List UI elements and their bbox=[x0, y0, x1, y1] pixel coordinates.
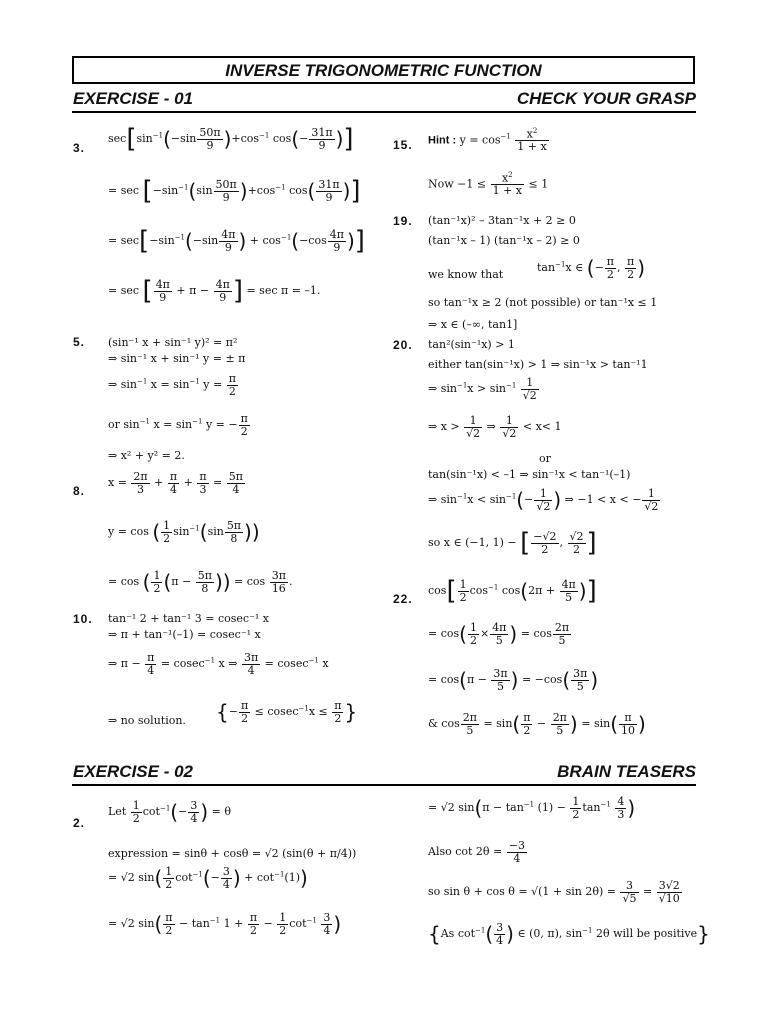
page-title: INVERSE TRIGONOMETRIC FUNCTION bbox=[225, 61, 542, 80]
question-number: 20. bbox=[393, 338, 413, 352]
q3-line-3: = $\sec[-\sin^{-1}(-\sin$ $\frac{4\pi}{9}$ ) + $\cos^{-1}(-\cos$ $\frac{4\pi}{9}$ )] bbox=[108, 226, 365, 256]
q2-line-2: expression = sinθ + cosθ = √2 (sin(θ + π/4)) bbox=[108, 847, 357, 860]
q15-line-1: Hint : $y = \cos^{-1}$ $\frac{x^2}{1 + x}$ bbox=[428, 127, 547, 154]
question-number: 22. bbox=[393, 592, 413, 606]
q19-range: $\tan^{-1}x$ ∈ (− $\frac{\pi}{2}$ , $\frac{\pi}{2}$ ) bbox=[537, 255, 646, 281]
q19-line-1: (tan⁻¹x)² – 3tan⁻¹x + 2 ≥ 0 bbox=[428, 214, 576, 227]
question-number: 3. bbox=[73, 141, 86, 155]
q5-line-4: or $\sin^{-1} x = \sin^{-1} y$ = − $\frac{\pi}{2}$ bbox=[108, 412, 248, 438]
question-number: 5. bbox=[73, 335, 86, 349]
q22-line-4: & cos $\frac{2\pi}{5}$ = sin( $\frac{\pi}{2}$ − $\frac{2\pi}{5}$ ) = sin( $\frac{\pi}{10}$ ) bbox=[428, 711, 646, 737]
q20-line-6: ⇒ $\sin^{-1}x < \sin^{-1}(-$ $\frac{1}{√2}$ ) ⇒ −1 < x < − $\frac{1}{√2}$ bbox=[428, 487, 659, 513]
exercise-01-heading: EXERCISE - 01 bbox=[73, 89, 193, 108]
q2-line-6: Also cot 2θ = $\frac{-3}{4}$ bbox=[428, 839, 525, 865]
q19-line-4: so tan⁻¹x ≥ 2 (not possible) or tan⁻¹x ≤ 1 bbox=[428, 296, 658, 309]
q19-line-2: (tan⁻¹x – 1) (tan⁻¹x – 2) ≥ 0 bbox=[428, 234, 580, 247]
q20-line-4: ⇒ x > $\frac{1}{√2}$ ⇒ $\frac{1}{√2}$ < x< 1 bbox=[428, 414, 562, 440]
question-number: 2. bbox=[73, 816, 86, 830]
q2-line-1: Let $\frac{1}{2}$ $\cot^{-1}(-$ $\frac{3}{4}$ ) = θ bbox=[108, 799, 231, 825]
question-number: 19. bbox=[393, 214, 413, 228]
q5-line-3: ⇒ $\sin^{-1} x = \sin^{-1} y$ = $\frac{\pi}{2}$ bbox=[108, 372, 236, 398]
q20-line-3: ⇒ $\sin^{-1}x > \sin^{-1}$ $\frac{1}{√2}$ bbox=[428, 376, 537, 402]
q2-line-5: = √2 $\sin(\pi - \tan^{-1} (1)$ − $\frac{1}{2}$ $\tan^{-1}$ $\frac{4}{3}$ ) bbox=[428, 795, 636, 821]
q20-line-2: either tan(sin⁻¹x) > 1 ⇒ sin⁻¹x > tan⁻¹1 bbox=[428, 358, 648, 371]
check-your-grasp-heading: CHECK YOUR GRASP bbox=[516, 89, 696, 108]
hint-label: Hint : bbox=[428, 134, 457, 147]
q8-line-1: x = $\frac{2\pi}{3}$ + $\frac{\pi}{4}$ + $\frac{\pi}{3}$ = $\frac{5\pi}{4}$ bbox=[108, 470, 244, 496]
let-label: Let bbox=[108, 805, 127, 819]
q3-line-4: = sec [ $\frac{4\pi}{9}$ + π − $\frac{4\pi}{9}$ ] = sec π = –1. bbox=[108, 276, 321, 306]
q2-line-7: so sin θ + cos θ = √(1 + sin 2θ) = $\frac{3}{√5}$ = $\frac{3√2}{√10}$ bbox=[428, 879, 680, 905]
q19-line-3: we know that bbox=[428, 268, 504, 281]
also-label: Also cot 2θ = bbox=[428, 845, 503, 859]
q8-line-2: y = cos ( $\frac{1}{2}$ $\sin^{-1}(\sin$ $\frac{5\pi}{8}$ )) bbox=[108, 519, 260, 545]
brain-teasers-heading: BRAIN TEASERS bbox=[557, 762, 696, 781]
q20-line-1: tan²(sin⁻¹x) > 1 bbox=[428, 338, 515, 351]
now-label: Now bbox=[428, 177, 454, 191]
q3-line-1: $\sec[\sin^{-1}(-\sin$ $\frac{50\pi}{9}$ )$+\cos^{-1}$ cos(− $\frac{31\pi}{9}$ )] bbox=[108, 124, 354, 154]
or-label: or bbox=[539, 452, 551, 465]
q10-line-1: tan⁻¹ 2 + tan⁻¹ 3 = cosec⁻¹ x bbox=[108, 612, 269, 625]
q15-line-2: Now −1 ≤ $\frac{x^2}{1 + x}$ ≤ 1 bbox=[428, 171, 549, 198]
q20-line-5: tan(sin⁻¹x) < –1 ⇒ sin⁻¹x < tan⁻¹(–1) bbox=[428, 468, 631, 481]
q10-line-3: ⇒ π − $\frac{\pi}{4}$ = cosec$^{-1}$ x ⇒ $\frac{3\pi}{4}$ = cosec$^{-1}$ x bbox=[108, 651, 329, 677]
expression-label: expression = sinθ + cosθ = bbox=[108, 847, 262, 860]
exercise-02-heading: EXERCISE - 02 bbox=[73, 762, 193, 781]
q8-line-3: = cos ( $\frac{1}{2}$ (π − $\frac{5\pi}{8}$ )) = cos $\frac{3\pi}{16}$ . bbox=[108, 569, 293, 595]
q10-domain: {− $\frac{\pi}{2}$ ≤ cosec$^{-1}$x ≤ $\frac{\pi}{2}$ } bbox=[216, 699, 358, 725]
q22-line-1: cos[ $\frac{1}{2}$ $\cos^{-1} \cos(2\pi$ + $\frac{4\pi}{5}$ )] bbox=[428, 576, 597, 606]
q3-result: = sec π = –1. bbox=[246, 284, 321, 297]
q5-line-2: ⇒ sin⁻¹ x + sin⁻¹ y = ± π bbox=[108, 352, 246, 365]
q5-line-5: ⇒ x² + y² = 2. bbox=[108, 449, 185, 462]
divider bbox=[72, 111, 696, 113]
q2-line-8: {As $\cot^{-1}$( $\frac{3}{4}$ ) ∈ (0, π), $\sin^{-1} 2\theta$ will be positive} bbox=[428, 921, 710, 947]
q5-line-1: (sin⁻¹ x + sin⁻¹ y)² = π² bbox=[108, 336, 238, 349]
q2-line-4: = √2 sin( $\frac{\pi}{2}$ − $\tan^{-1} 1$ + $\frac{\pi}{2}$ − $\frac{1}{2}$ $\cot^{-1}$ $\frac{3}{4}$ ) bbox=[108, 911, 342, 937]
q22-line-3: = cos(π − $\frac{3\pi}{5}$ ) = −cos( $\frac{3\pi}{5}$ ) bbox=[428, 667, 599, 693]
title-box bbox=[72, 56, 695, 84]
q19-line-5: ⇒ x ∈ (–∞, tan1] bbox=[428, 318, 518, 331]
q3-line-2: = $\sec [-\sin^{-1}(\sin$ $\frac{50\pi}{9}$ )$+\cos^{-1}$ cos( $\frac{31\pi}{9}$ )] bbox=[108, 176, 361, 206]
q22-line-2: = cos( $\frac{1}{2}$ × $\frac{4\pi}{5}$ ) = cos $\frac{2\pi}{5}$ bbox=[428, 621, 570, 647]
so-label: so sin θ + cos θ = bbox=[428, 885, 528, 899]
q10-line-2: ⇒ π + tan⁻¹(–1) = cosec⁻¹ x bbox=[108, 628, 261, 641]
divider bbox=[72, 784, 696, 786]
question-number: 15. bbox=[393, 138, 413, 152]
q20-line-7: so x ∈ (−1, 1) − [ $\frac{-√2}{2}$ , $\frac{√2}{2}$ ] bbox=[428, 528, 597, 558]
q2-line-3: = √2 sin( $\frac{1}{2}$ $\cot^{-1}(-$ $\frac{3}{4}$ ) + $\cot^{-1}(1)$) bbox=[108, 865, 308, 891]
question-number: 8. bbox=[73, 484, 86, 498]
question-number: 10. bbox=[73, 612, 93, 626]
q10-line-4: ⇒ no solution. bbox=[108, 714, 186, 727]
